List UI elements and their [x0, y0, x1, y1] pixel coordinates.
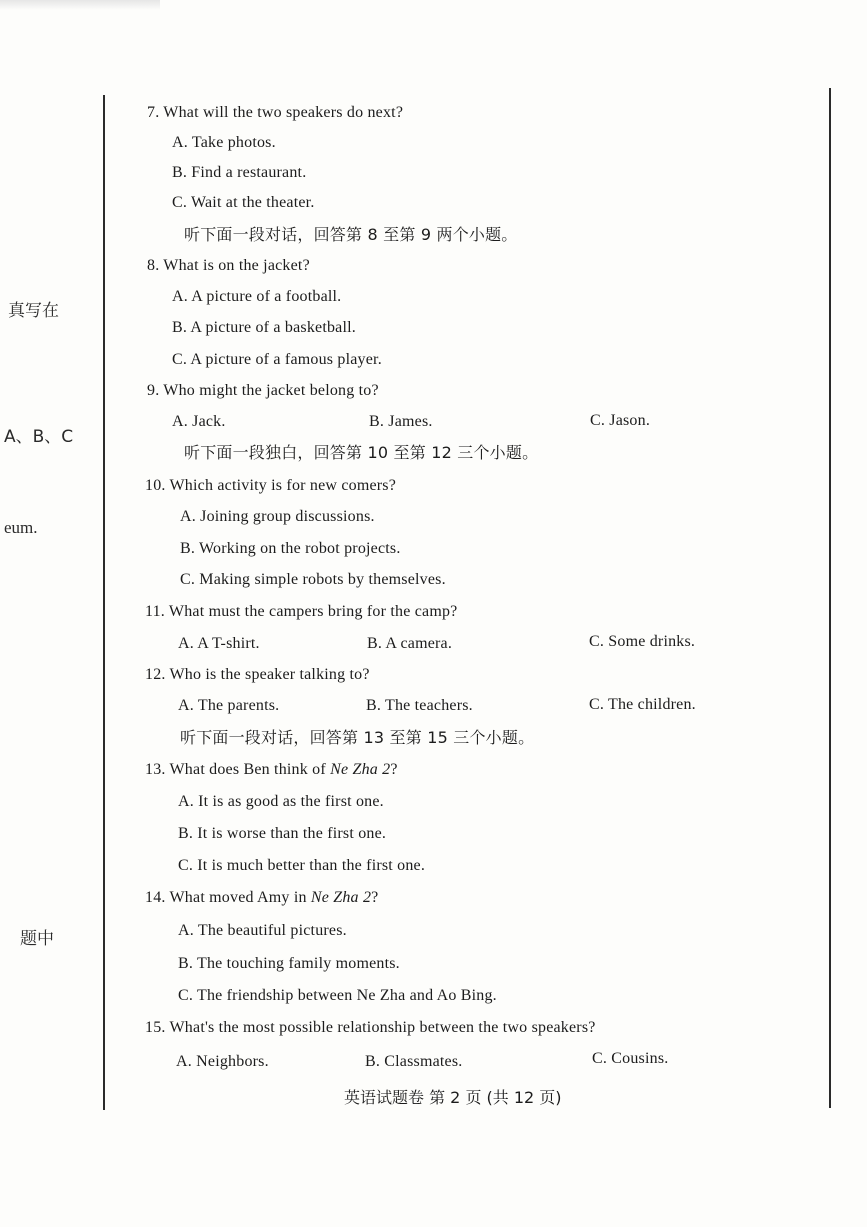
question-12: 12. Who is the speaker talking to? — [145, 666, 370, 683]
q9-option-a: A. Jack. — [172, 413, 226, 430]
film-title: Ne Zha 2 — [330, 761, 391, 778]
margin-note-3: eum. — [4, 518, 38, 537]
q12-option-a: A. The parents. — [178, 697, 280, 714]
q14-option-b: B. The touching family moments. — [178, 955, 400, 972]
q9-option-b: B. James. — [369, 413, 433, 430]
question-15: 15. What's the most possible relationship between the two speakers? — [145, 1019, 596, 1036]
instruction-13-15: 听下面一段对话，回答第 13 至第 15 三个小题。 — [180, 728, 535, 747]
q14-option-c: C. The friendship between Ne Zha and Ao Bing. — [178, 987, 497, 1004]
q13-option-c: C. It is much better than the first one. — [178, 857, 426, 874]
q13-option-a: A. It is as good as the first one. — [178, 793, 384, 810]
q15-option-c: C. Cousins. — [592, 1050, 669, 1067]
q11-option-b: B. A camera. — [367, 635, 453, 652]
instruction-10-12: 听下面一段独白，回答第 10 至第 12 三个小题。 — [184, 443, 539, 462]
q12-option-b: B. The teachers. — [366, 697, 473, 714]
q8-option-a: A. A picture of a football. — [172, 288, 342, 305]
q12-option-c: C. The children. — [589, 696, 696, 713]
q11-option-c: C. Some drinks. — [589, 633, 696, 650]
q15-option-a: A. Neighbors. — [176, 1053, 269, 1070]
instruction-8-9: 听下面一段对话，回答第 8 至第 9 两个小题。 — [184, 225, 518, 244]
q10-option-c: C. Making simple robots by themselves. — [180, 571, 446, 588]
question-mark: ? — [371, 889, 379, 906]
q14-option-a: A. The beautiful pictures. — [178, 922, 347, 939]
question-14-text: 14. What moved Amy in — [145, 889, 311, 906]
q7-option-a: A. Take photos. — [172, 134, 276, 151]
q8-option-b: B. A picture of a basketball. — [172, 319, 356, 336]
page-footer: 英语试题卷 第 2 页 (共 12 页) — [344, 1088, 562, 1107]
margin-note-1: 真写在 — [8, 301, 59, 321]
question-7: 7. What will the two speakers do next? — [147, 104, 404, 121]
margin-note-4: 题中 — [20, 929, 54, 949]
question-11: 11. What must the campers bring for the camp? — [145, 603, 458, 620]
left-margin-rule — [103, 95, 105, 1110]
q10-option-a: A. Joining group discussions. — [180, 508, 375, 525]
question-10: 10. Which activity is for new comers? — [145, 477, 397, 494]
margin-note-2: A、B、C — [4, 427, 74, 447]
question-13 — [145, 760, 398, 780]
right-margin-rule — [829, 88, 831, 1108]
question-mark: ? — [390, 761, 398, 778]
q9-option-c: C. Jason. — [590, 412, 651, 429]
scan-shadow — [0, 0, 160, 10]
question-14 — [145, 888, 378, 908]
q13-option-b: B. It is worse than the first one. — [178, 825, 387, 842]
question-9: 9. Who might the jacket belong to? — [147, 382, 379, 399]
question-8: 8. What is on the jacket? — [147, 257, 310, 274]
film-title: Ne Zha 2 — [310, 889, 372, 906]
q11-option-a: A. A T-shirt. — [178, 635, 260, 652]
question-13-text: 13. What does Ben think of — [145, 761, 331, 778]
q7-option-c: C. Wait at the theater. — [172, 194, 315, 211]
q8-option-c: C. A picture of a famous player. — [172, 351, 382, 368]
q10-option-b: B. Working on the robot projects. — [180, 540, 401, 557]
q7-option-b: B. Find a restaurant. — [172, 164, 307, 181]
q15-option-b: B. Classmates. — [365, 1053, 463, 1070]
